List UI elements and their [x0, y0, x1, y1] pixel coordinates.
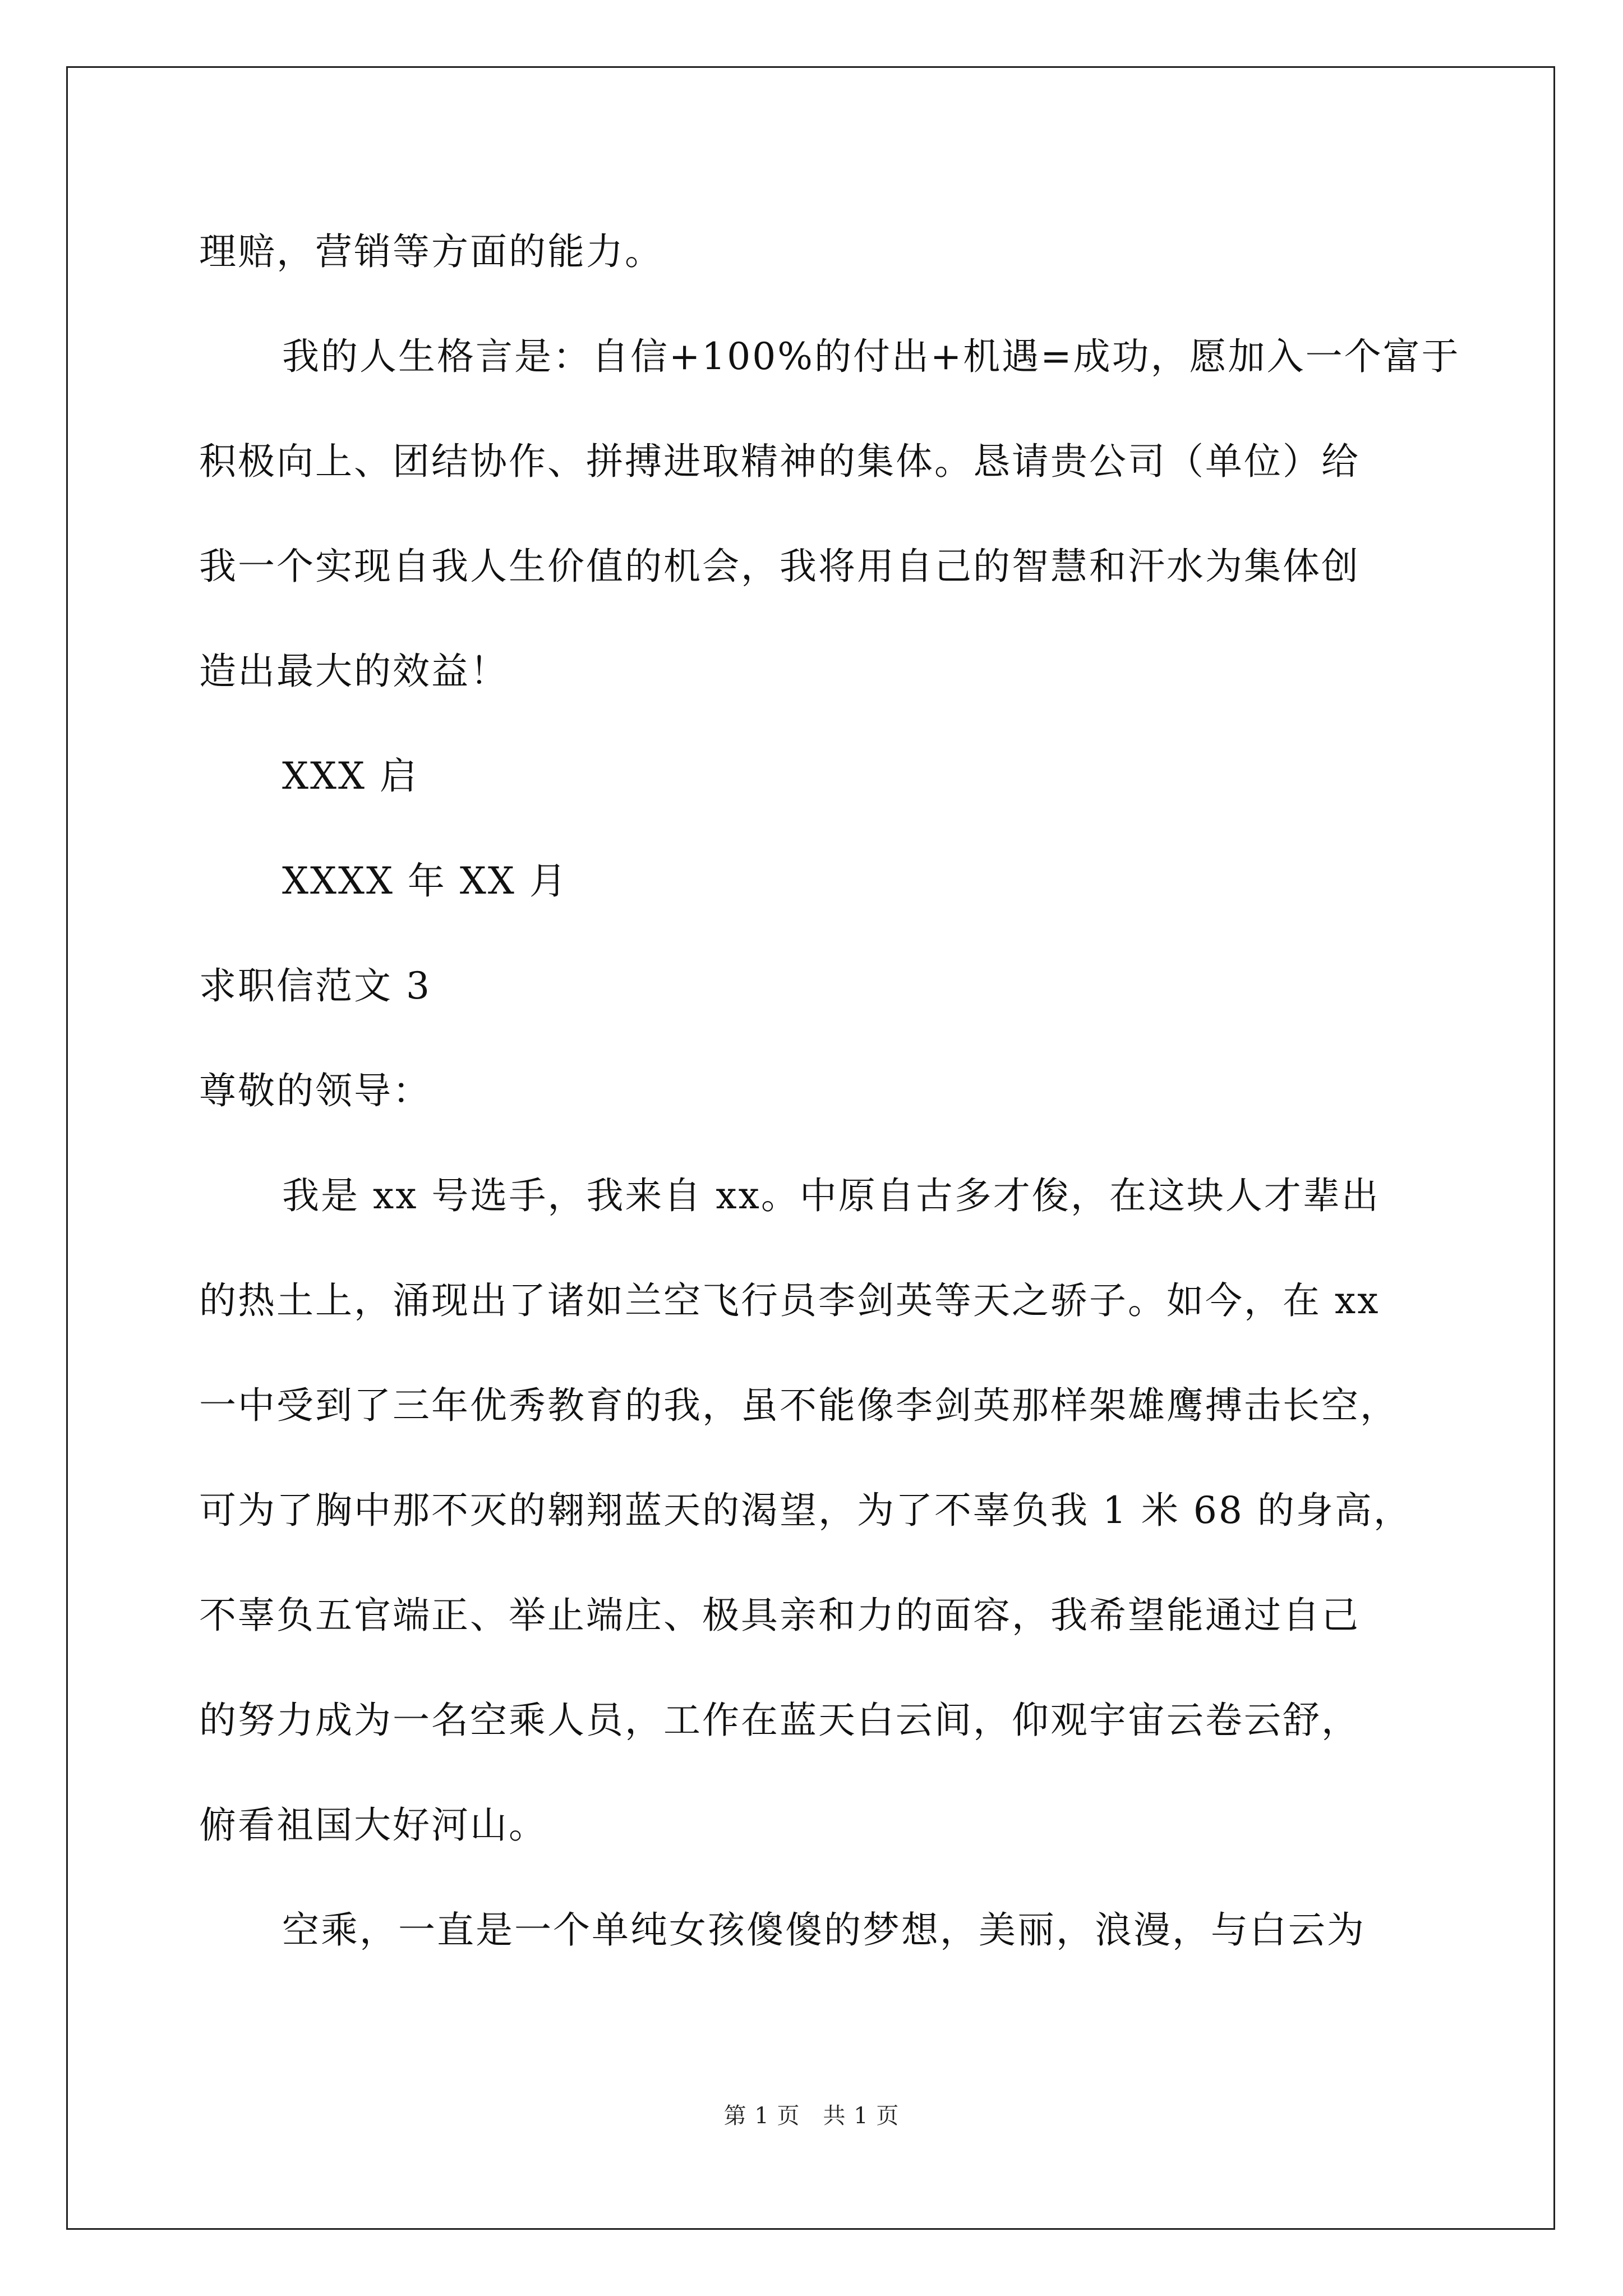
paragraph-line: 不辜负五官端正、举止端庄、极具亲和力的面容，我希望能通过自己 — [199, 1594, 1360, 1637]
paragraph-line: 理赔，营销等方面的能力。 — [199, 230, 663, 273]
paragraph-line: 可为了胸中那不灭的翱翔蓝天的渴望，为了不辜负我 1 米 68 的身高， — [199, 1489, 1412, 1532]
paragraph-line: 我一个实现自我人生价值的机会，我将用自己的智慧和汗水为集体创 — [199, 545, 1360, 588]
document-body — [199, 199, 1460, 1982]
section-heading: 求职信范文 3 — [199, 964, 431, 1007]
paragraph-line: 空乘，一直是一个单纯女孩傻傻的梦想，美丽，浪漫，与白云为 — [282, 1908, 1366, 1952]
paragraph-line: 积极向上、团结协作、拼搏进取精神的集体。恳请贵公司（单位）给 — [199, 440, 1360, 483]
signature-line: XXX 启 — [282, 754, 418, 798]
paragraph-line: 造出最大的效益！ — [199, 650, 509, 693]
paragraph-line: 俯看祖国大好河山。 — [199, 1803, 547, 1847]
paragraph-line: 一中受到了三年优秀教育的我，虽不能像李剑英那样架雄鹰搏击长空， — [199, 1384, 1399, 1427]
page-footer: 第 1 页 共 1 页 — [723, 2103, 900, 2129]
date-line: XXXX 年 XX 月 — [282, 859, 568, 903]
paragraph-line: 我是 xx 号选手，我来自 xx。中原自古多才俊，在这块人才辈出 — [282, 1174, 1380, 1217]
paragraph-line: 的努力成为一名空乘人员，工作在蓝天白云间，仰观宇宙云卷云舒， — [199, 1699, 1360, 1742]
salutation: 尊敬的领导： — [199, 1069, 431, 1112]
paragraph-line: 的热土上，涌现出了诸如兰空飞行员李剑英等天之骄子。如今，在 xx — [199, 1279, 1380, 1322]
paragraph-line: 我的人生格言是：自信+100%的付出+机遇=成功，愿加入一个富于 — [282, 335, 1460, 378]
